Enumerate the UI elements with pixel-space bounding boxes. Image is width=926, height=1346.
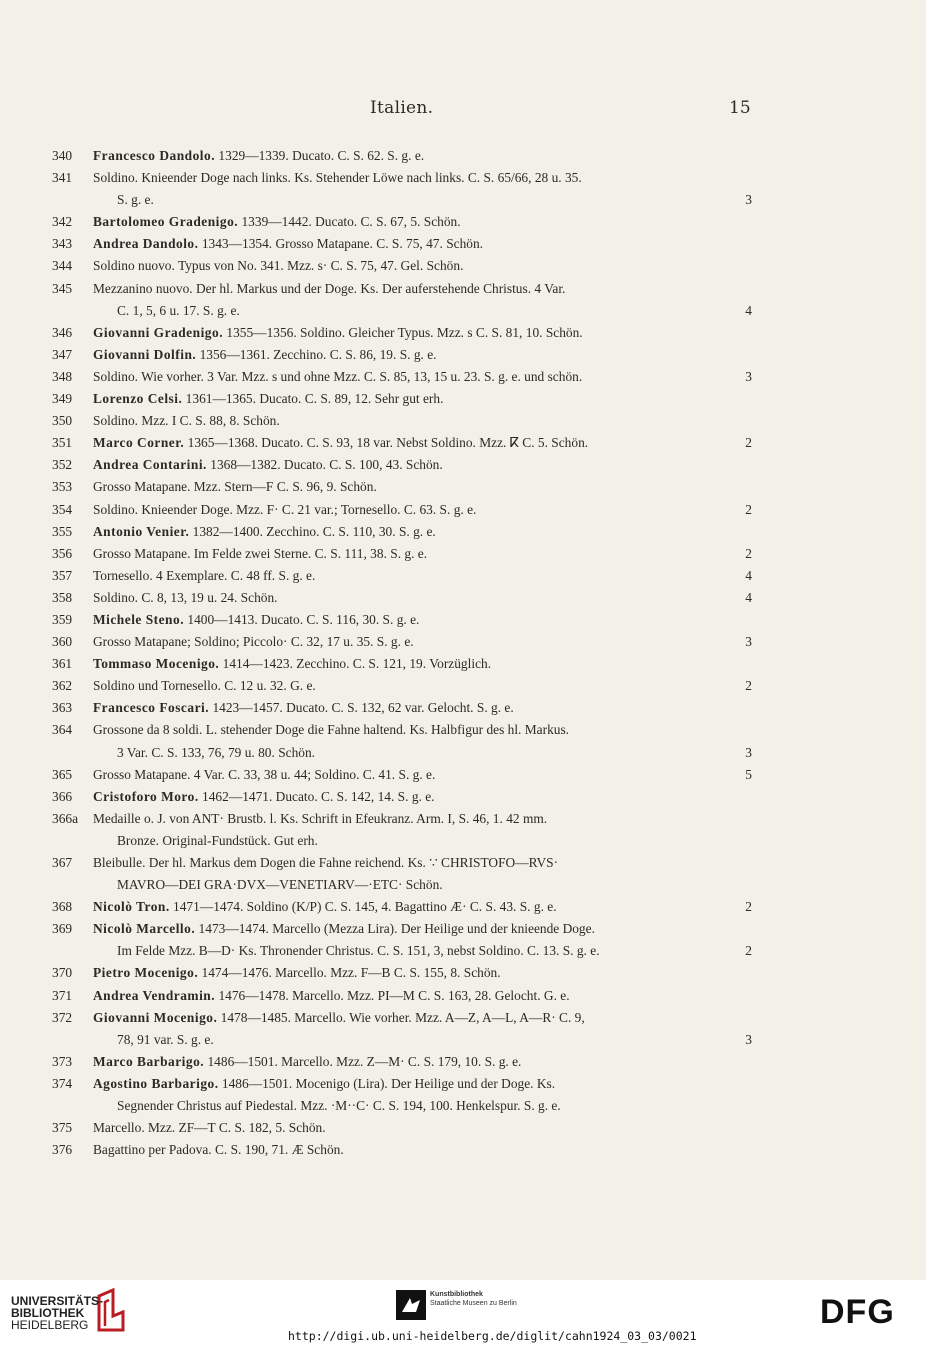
entry-continuation: Im Felde Mzz. B—D· Ks. Thronender Christus. C. S. 151, 3, nebst Soldino. C. 13. S. g. e. <box>117 943 600 959</box>
entry-continuation: MAVRO—DEI GRA·DVX—VENETIARV—·ETC· Schön. <box>117 877 443 893</box>
doge-name: Marco Corner. <box>93 435 185 451</box>
entry-quantity: 3 <box>745 1031 752 1047</box>
entry-quantity: 2 <box>745 501 752 517</box>
entry-number: 360 <box>52 634 73 650</box>
dfg-logo-text: DFG <box>820 1294 895 1328</box>
entry-number: 370 <box>52 965 73 981</box>
entry-description: 1414—1423. Zecchino. C. S. 121, 19. Vorzüglich. <box>219 656 492 672</box>
entry-number: 364 <box>52 722 73 738</box>
doge-name: Giovanni Gradenigo. <box>93 324 224 340</box>
doge-name: Andrea Dandolo. <box>93 236 199 252</box>
doge-name: Michele Steno. <box>93 611 185 627</box>
entry-description: 1471—1474. Soldino (K/P) C. S. 145, 4. Bagattino Æ· C. S. 43. S. g. e. <box>169 899 557 915</box>
catalogue-entry <box>52 344 752 366</box>
entry-number: 365 <box>52 766 73 782</box>
catalogue-entry <box>52 786 752 808</box>
entry-description: Tornesello. 4 Exemplare. C. 48 ff. S. g. e. <box>93 567 316 583</box>
catalogue-entry <box>52 255 752 277</box>
entry-main-line <box>93 985 752 1007</box>
catalogue-entry <box>52 476 752 498</box>
catalogue-entry <box>52 432 752 454</box>
entry-main-line <box>93 764 736 786</box>
entry-main-line <box>93 653 752 675</box>
entry-number: 355 <box>52 523 73 539</box>
catalogue-entry <box>52 1073 752 1117</box>
entry-number: 372 <box>52 1009 73 1025</box>
doge-name: Andrea Vendramin. <box>93 987 216 1003</box>
entry-description: 1365—1368. Ducato. C. S. 93, 18 var. Nebst Soldino. Mzz. ⴽ C. 5. Schön. <box>184 435 589 451</box>
entry-quantity: 2 <box>745 545 752 561</box>
entry-number: 340 <box>52 148 73 163</box>
doge-name: Francesco Dandolo. <box>93 148 216 163</box>
entry-main-line <box>93 719 736 741</box>
entry-quantity: 2 <box>745 899 752 915</box>
entry-description: Soldino. Knieender Doge nach links. Ks. Stehender Löwe nach links. C. S. 65/66, 28 u. 35. <box>93 170 582 186</box>
entry-description: 1473—1474. Marcello (Mezza Lira). Der Heilige und der knieende Doge. <box>195 921 595 937</box>
entry-quantity: 4 <box>745 302 752 318</box>
entry-number: 345 <box>52 280 73 296</box>
entry-number: 373 <box>52 1053 73 1069</box>
entry-main-line <box>93 388 752 410</box>
doge-name: Giovanni Dolfin. <box>93 346 197 362</box>
catalogue-entry <box>52 233 752 255</box>
entry-number: 350 <box>52 413 73 429</box>
entry-main-line <box>93 896 736 918</box>
catalogue-entry <box>52 167 752 211</box>
entry-number: 349 <box>52 391 73 407</box>
catalogue-entry <box>52 565 752 587</box>
entry-main-line <box>93 432 736 454</box>
doge-name: Antonio Venier. <box>93 523 190 539</box>
entry-quantity: 5 <box>745 766 752 782</box>
entry-description: 1329—1339. Ducato. C. S. 62. S. g. e. <box>215 148 425 163</box>
entry-number: 366 <box>52 788 73 804</box>
catalogue-entry <box>52 719 752 763</box>
entry-description: 1361—1365. Ducato. C. S. 89, 12. Sehr gut erh. <box>182 391 444 407</box>
doge-name: Bartolomeo Gradenigo. <box>93 214 239 230</box>
entry-main-line <box>93 233 752 255</box>
catalogue-entry <box>52 499 752 521</box>
ub-line-1: UNIVERSITÄTS- <box>11 1294 104 1308</box>
entry-number: 356 <box>52 545 73 561</box>
entry-number: 375 <box>52 1120 73 1136</box>
entry-quantity: 2 <box>745 435 752 451</box>
entry-number: 358 <box>52 589 73 605</box>
entry-number: 357 <box>52 567 73 583</box>
entry-description: Mezzanino nuovo. Der hl. Markus und der Doge. Ks. Der auferstehende Christus. 4 Var. <box>93 280 566 296</box>
entry-number: 369 <box>52 921 73 937</box>
entry-number: 368 <box>52 899 73 915</box>
entry-description: Soldino. Mzz. I C. S. 88, 8. Schön. <box>93 413 280 429</box>
entry-quantity: 4 <box>745 589 752 605</box>
catalogue-entry <box>52 543 752 565</box>
entry-quantity: 3 <box>745 634 752 650</box>
catalogue-entry <box>52 697 752 719</box>
entry-continuation: S. g. e. <box>117 192 154 208</box>
catalogue-entry <box>52 1051 752 1073</box>
entry-description: 1474—1476. Marcello. Mzz. F—B C. S. 155, 8. Schön. <box>198 965 501 981</box>
catalogue-entry <box>52 410 752 432</box>
doge-name: Pietro Mocenigo. <box>93 965 199 981</box>
kunstbibliothek-logo-icon <box>396 1290 426 1320</box>
entry-main-line <box>93 499 736 521</box>
entry-description: Soldino nuovo. Typus von No. 341. Mzz. s· C. S. 75, 47. Gel. Schön. <box>93 258 464 274</box>
entry-main-line <box>93 565 736 587</box>
entry-description: Marcello. Mzz. ZF—T C. S. 182, 5. Schön. <box>93 1120 326 1136</box>
entry-description: Grossone da 8 soldi. L. stehender Doge die Fahne haltend. Ks. Halbfigur des hl. Markus. <box>93 722 570 738</box>
catalogue-entry <box>52 388 752 410</box>
entry-description: Bleibulle. Der hl. Markus dem Dogen die Fahne reichend. Ks. ∵ CHRISTOFO—RVS· <box>93 855 559 870</box>
entry-number: 376 <box>52 1142 73 1158</box>
entry-main-line <box>93 543 736 565</box>
entry-description: 1478—1485. Marcello. Wie vorher. Mzz. A—Z, A—L, A—R· C. 9, <box>217 1009 585 1025</box>
catalogue-entry <box>52 278 752 322</box>
entry-description: Grosso Matapane; Soldino; Piccolo· C. 32, 17 u. 35. S. g. e. <box>93 634 414 650</box>
entry-description: 1355—1356. Soldino. Gleicher Typus. Mzz. s C. S. 81, 10. Schön. <box>223 324 583 340</box>
catalogue-entry <box>52 521 752 543</box>
doge-name: Giovanni Mocenigo. <box>93 1009 218 1025</box>
entry-main-line <box>93 167 736 189</box>
entry-description: 1339—1442. Ducato. C. S. 67, 5. Schön. <box>238 214 461 230</box>
doge-name: Andrea Contarini. <box>93 457 207 473</box>
catalogue-entry <box>52 1117 752 1139</box>
entry-main-line <box>93 852 752 874</box>
entry-main-line <box>93 609 752 631</box>
entry-description: Soldino. C. 8, 13, 19 u. 24. Schön. <box>93 589 278 605</box>
entry-main-line <box>93 1117 752 1139</box>
university-library-logo[interactable] <box>11 1295 103 1331</box>
entry-description: 1343—1354. Grosso Matapane. C. S. 75, 47. Schön. <box>198 236 484 252</box>
entry-number: 341 <box>52 170 73 186</box>
entry-number: 359 <box>52 611 73 627</box>
catalogue-entry <box>52 653 752 675</box>
entry-quantity: 2 <box>745 678 752 694</box>
entry-main-line <box>93 410 752 432</box>
entry-description: Grosso Matapane. Im Felde zwei Sterne. C. S. 111, 38. S. g. e. <box>93 545 428 561</box>
doge-name: Agostino Barbarigo. <box>93 1075 219 1091</box>
catalogue-entry <box>52 675 752 697</box>
entry-main-line <box>93 631 736 653</box>
entry-continuation: 78, 91 var. S. g. e. <box>117 1031 214 1047</box>
entry-number: 353 <box>52 479 73 495</box>
entry-description: 1368—1382. Ducato. C. S. 100, 43. Schön. <box>206 457 443 473</box>
entry-description: 1486—1501. Marcello. Mzz. Z—M· C. S. 179, 10. S. g. e. <box>204 1053 522 1069</box>
entry-main-line <box>93 211 752 233</box>
entry-description: 1400—1413. Ducato. C. S. 116, 30. S. g. e. <box>184 611 420 627</box>
entry-description: Soldino. Wie vorher. 3 Var. Mzz. s und ohne Mzz. C. S. 85, 13, 15 u. 23. S. g. e. und schön. <box>93 368 583 384</box>
footer-bar <box>0 1280 926 1346</box>
entry-main-line <box>93 1007 736 1029</box>
entry-main-line <box>93 675 736 697</box>
catalogue-entry <box>52 1139 752 1161</box>
ub-line-3: HEIDELBERG <box>11 1318 89 1332</box>
catalogue-entry <box>52 145 752 167</box>
entry-main-line <box>93 786 752 808</box>
catalogue-entries <box>52 145 752 1161</box>
entry-number: 342 <box>52 214 73 230</box>
entry-number: 346 <box>52 324 73 340</box>
entry-description: 1486—1501. Mocenigo (Lira). Der Heilige und der Doge. Ks. <box>218 1075 556 1091</box>
entry-main-line <box>93 344 752 366</box>
doge-name: Cristoforo Moro. <box>93 788 199 804</box>
catalogue-entry <box>52 322 752 344</box>
entry-main-line <box>93 278 736 300</box>
entry-main-line <box>93 255 752 277</box>
entry-quantity: 2 <box>745 943 752 959</box>
entry-number: 374 <box>52 1075 73 1091</box>
entry-description: Grosso Matapane. Mzz. Stern—F C. S. 96, 9. Schön. <box>93 479 377 495</box>
entry-quantity: 3 <box>745 368 752 384</box>
doge-name: Tommaso Mocenigo. <box>93 656 220 672</box>
entry-main-line <box>93 454 752 476</box>
catalogue-entry <box>52 896 752 918</box>
entry-number: 362 <box>52 678 73 694</box>
entry-main-line <box>93 918 736 940</box>
kunstbibliothek-label[interactable] <box>430 1290 517 1308</box>
entry-quantity: 3 <box>745 192 752 208</box>
entry-number: 367 <box>52 855 73 870</box>
doge-name: Nicolò Marcello. <box>93 921 196 937</box>
catalogue-entry <box>52 808 752 852</box>
entry-number: 361 <box>52 656 73 672</box>
doge-name: Nicolò Tron. <box>93 899 170 915</box>
catalogue-entry <box>52 962 752 984</box>
entry-description: Grosso Matapane. 4 Var. C. 33, 38 u. 44; Soldino. C. 41. S. g. e. <box>93 766 436 782</box>
entry-continuation: Segnender Christus auf Piedestal. Mzz. ·M··C· C. S. 194, 100. Henkelspur. S. g. e. <box>117 1098 561 1114</box>
entry-continuation: Bronze. Original-Fundstück. Gut erh. <box>117 832 318 848</box>
catalogue-entry <box>52 852 752 896</box>
entry-main-line <box>93 808 752 830</box>
entry-main-line <box>93 1073 752 1095</box>
entry-description: 1476—1478. Marcello. Mzz. PI—M C. S. 163, 28. Gelocht. G. e. <box>215 987 570 1003</box>
entry-number: 348 <box>52 368 73 384</box>
entry-number: 352 <box>52 457 73 473</box>
entry-continuation: 3 Var. C. S. 133, 76, 79 u. 80. Schön. <box>117 744 316 760</box>
entry-number: 351 <box>52 435 73 451</box>
entry-main-line <box>93 476 752 498</box>
entry-description: Bagattino per Padova. C. S. 190, 71. Æ Schön. <box>93 1142 344 1158</box>
entry-main-line <box>93 697 752 719</box>
catalogue-entry <box>52 211 752 233</box>
catalogue-entry <box>52 609 752 631</box>
entry-description: 1423—1457. Ducato. C. S. 132, 62 var. Gelocht. S. g. e. <box>209 700 514 716</box>
entry-main-line <box>93 1139 752 1161</box>
entry-main-line <box>93 587 736 609</box>
entry-number: 371 <box>52 987 73 1003</box>
catalogue-entry <box>52 366 752 388</box>
entry-description: 1462—1471. Ducato. C. S. 142, 14. S. g. e. <box>198 788 435 804</box>
entry-number: 343 <box>52 236 73 252</box>
doge-name: Francesco Foscari. <box>93 700 210 716</box>
ub-line-2: BIBLIOTHEK <box>11 1306 85 1320</box>
entry-quantity: 3 <box>745 744 752 760</box>
entry-quantity: 4 <box>745 567 752 583</box>
entry-number: 344 <box>52 258 73 274</box>
entry-number: 354 <box>52 501 73 517</box>
entry-description: Medaille o. J. von ANT· Brustb. l. Ks. Schrift in Efeukranz. Arm. I, S. 46, 1. 42 mm. <box>93 810 548 826</box>
kb-line-1: Kunstbibliothek <box>430 1291 483 1298</box>
entry-continuation: C. 1, 5, 6 u. 17. S. g. e. <box>117 302 240 318</box>
entry-number: 347 <box>52 346 73 362</box>
entry-main-line <box>93 521 752 543</box>
page-number: 15 <box>729 98 751 118</box>
permalink-url[interactable]: http://digi.ub.uni-heidelberg.de/diglit/cahn1924_03_03/0021 <box>288 1329 697 1343</box>
entry-main-line <box>93 1051 752 1073</box>
entry-description: 1356—1361. Zecchino. C. S. 86, 19. S. g. e. <box>196 346 437 362</box>
entry-description: 1382—1400. Zecchino. C. S. 110, 30. S. g. e. <box>189 523 436 539</box>
catalogue-entry <box>52 1007 752 1051</box>
entry-main-line <box>93 322 752 344</box>
catalogue-entry <box>52 918 752 962</box>
entry-number: 366a <box>52 810 79 826</box>
catalogue-entry <box>52 631 752 653</box>
entry-main-line <box>93 366 736 388</box>
entry-main-line <box>93 145 752 167</box>
catalogue-entry <box>52 587 752 609</box>
page-header-title: Italien. <box>370 98 434 118</box>
kb-line-2: Staatliche Museen zu Berlin <box>430 1300 517 1307</box>
catalogue-entry <box>52 985 752 1007</box>
doge-name: Lorenzo Celsi. <box>93 391 183 407</box>
catalogue-entry <box>52 454 752 476</box>
entry-main-line <box>93 962 752 984</box>
entry-number: 363 <box>52 700 73 716</box>
doge-name: Marco Barbarigo. <box>93 1053 205 1069</box>
running-head <box>0 98 926 122</box>
entry-description: Soldino. Knieender Doge. Mzz. F· C. 21 var.; Tornesello. C. 63. S. g. e. <box>93 501 477 517</box>
dfg-logo[interactable] <box>820 1294 916 1328</box>
entry-description: Soldino und Tornesello. C. 12 u. 32. G. e. <box>93 678 316 694</box>
catalogue-entry <box>52 764 752 786</box>
